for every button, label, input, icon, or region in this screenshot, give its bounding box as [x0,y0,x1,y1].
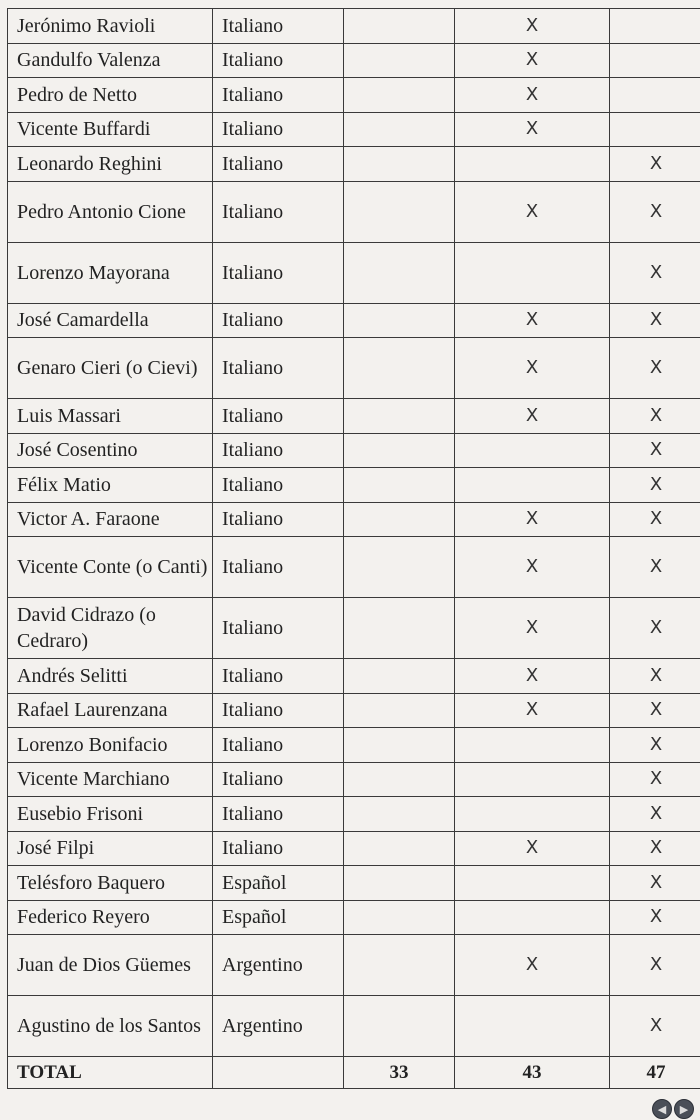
name-cell: Pedro Antonio Cione [8,181,213,242]
table-row [8,598,700,659]
col1-cell [344,900,455,935]
col3-cell: X [610,181,700,242]
table-row [8,338,700,399]
name-cell: Vicente Marchiano [8,762,213,797]
col1-cell [344,866,455,901]
col2-cell [455,147,610,182]
page-navigation [652,1099,694,1119]
col2-cell: X [455,399,610,434]
col2-cell [455,468,610,503]
name-cell: Gandulfo Valenza [8,43,213,78]
col2-cell: X [455,303,610,338]
total-label: TOTAL [8,1057,213,1089]
col1-cell [344,996,455,1057]
name-cell: José Cosentino [8,433,213,468]
table-body [8,9,700,1089]
col2-cell [455,797,610,832]
col1-cell [344,598,455,659]
col3-cell [610,78,700,113]
col2-cell: X [455,502,610,537]
col2-cell [455,762,610,797]
next-page-icon[interactable]: ▶ [674,1099,694,1119]
col2-cell: X [455,831,610,866]
name-cell: Federico Reyero [8,900,213,935]
name-cell: Félix Matio [8,468,213,503]
col3-cell: X [610,399,700,434]
nationality-cell: Italiano [213,659,344,694]
table-row [8,242,700,303]
col3-cell: X [610,831,700,866]
col1-cell [344,242,455,303]
table-row [8,935,700,996]
col2-cell: X [455,338,610,399]
total-col1: 33 [344,1057,455,1089]
name-cell: Rafael Laurenzana [8,693,213,728]
table-row [8,659,700,694]
table-row [8,399,700,434]
col1-cell [344,502,455,537]
col3-cell: X [610,728,700,763]
name-cell: Luis Massari [8,399,213,434]
nationality-cell: Italiano [213,693,344,728]
nationality-cell: Italiano [213,338,344,399]
col3-cell: X [610,996,700,1057]
nationality-cell: Italiano [213,43,344,78]
name-cell: Pedro de Netto [8,78,213,113]
table-row [8,43,700,78]
nationality-cell: Italiano [213,242,344,303]
nationality-cell: Argentino [213,935,344,996]
col2-cell: X [455,935,610,996]
col1-cell [344,147,455,182]
name-cell: Lorenzo Mayorana [8,242,213,303]
total-col3: 47 [610,1057,700,1089]
nationality-cell: Italiano [213,433,344,468]
col2-cell: X [455,181,610,242]
table-row [8,797,700,832]
nationality-cell: Español [213,866,344,901]
table-row [8,147,700,182]
col1-cell [344,797,455,832]
col1-cell [344,728,455,763]
total-col2: 43 [455,1057,610,1089]
table-row [8,9,700,44]
col2-cell: X [455,78,610,113]
name-cell: Jerónimo Ravioli [8,9,213,44]
table-row [8,112,700,147]
table-row [8,181,700,242]
table-row [8,502,700,537]
col3-cell: X [610,433,700,468]
name-cell: Telésforo Baquero [8,866,213,901]
name-cell: Vicente Buffardi [8,112,213,147]
col1-cell [344,537,455,598]
name-cell: Leonardo Reghini [8,147,213,182]
total-nationality-cell [213,1057,344,1089]
col2-cell: X [455,537,610,598]
col1-cell [344,659,455,694]
name-cell: José Camardella [8,303,213,338]
table-row [8,866,700,901]
col1-cell [344,9,455,44]
name-cell: Juan de Dios Güemes [8,935,213,996]
nationality-cell: Italiano [213,598,344,659]
table-row [8,303,700,338]
col2-cell: X [455,43,610,78]
col3-cell: X [610,338,700,399]
col3-cell [610,9,700,44]
nationality-cell: Argentino [213,996,344,1057]
col3-cell: X [610,537,700,598]
table-row [8,900,700,935]
col2-cell [455,996,610,1057]
col1-cell [344,43,455,78]
name-cell: Andrés Selitti [8,659,213,694]
col2-cell [455,728,610,763]
col1-cell [344,433,455,468]
col3-cell: X [610,866,700,901]
nationality-cell: Italiano [213,831,344,866]
col3-cell: X [610,468,700,503]
col3-cell: X [610,242,700,303]
col1-cell [344,831,455,866]
col1-cell [344,338,455,399]
nationality-cell: Italiano [213,399,344,434]
table-row [8,762,700,797]
col3-cell: X [610,659,700,694]
col2-cell: X [455,112,610,147]
col3-cell: X [610,598,700,659]
name-cell: Victor A. Faraone [8,502,213,537]
nationality-cell: Italiano [213,9,344,44]
col2-cell: X [455,598,610,659]
nationality-cell: Italiano [213,468,344,503]
col1-cell [344,468,455,503]
name-cell: David Cidrazo (o Cedraro) [8,598,213,659]
name-cell: Vicente Conte (o Canti) [8,537,213,598]
nationality-cell: Italiano [213,181,344,242]
name-cell: Genaro Cieri (o Cievi) [8,338,213,399]
table-row [8,468,700,503]
nationality-cell: Italiano [213,797,344,832]
col3-cell: X [610,762,700,797]
table-row [8,996,700,1057]
col3-cell: X [610,797,700,832]
nationality-cell: Italiano [213,537,344,598]
col3-cell: X [610,693,700,728]
table-row [8,537,700,598]
col3-cell: X [610,900,700,935]
col2-cell [455,866,610,901]
table-row [8,728,700,763]
col2-cell: X [455,9,610,44]
nationality-cell: Italiano [213,112,344,147]
nationality-cell: Italiano [213,303,344,338]
col1-cell [344,399,455,434]
prev-page-icon[interactable]: ◀ [652,1099,672,1119]
col2-cell [455,433,610,468]
col3-cell [610,43,700,78]
nationality-cell: Italiano [213,762,344,797]
nationality-table [7,8,700,1089]
nationality-cell: Español [213,900,344,935]
col3-cell: X [610,147,700,182]
col1-cell [344,303,455,338]
col2-cell: X [455,659,610,694]
col3-cell: X [610,935,700,996]
nationality-cell: Italiano [213,728,344,763]
nationality-cell: Italiano [213,147,344,182]
col1-cell [344,762,455,797]
col1-cell [344,693,455,728]
col1-cell [344,181,455,242]
table-row [8,831,700,866]
table-row [8,433,700,468]
col1-cell [344,78,455,113]
name-cell: José Filpi [8,831,213,866]
name-cell: Eusebio Frisoni [8,797,213,832]
col3-cell: X [610,303,700,338]
name-cell: Agustino de los Santos [8,996,213,1057]
col1-cell [344,112,455,147]
col2-cell [455,242,610,303]
col2-cell [455,900,610,935]
col3-cell: X [610,502,700,537]
col1-cell [344,935,455,996]
nationality-cell: Italiano [213,502,344,537]
col2-cell: X [455,693,610,728]
total-row [8,1057,700,1089]
table-row [8,78,700,113]
nationality-cell: Italiano [213,78,344,113]
table-row [8,693,700,728]
name-cell: Lorenzo Bonifacio [8,728,213,763]
col3-cell [610,112,700,147]
